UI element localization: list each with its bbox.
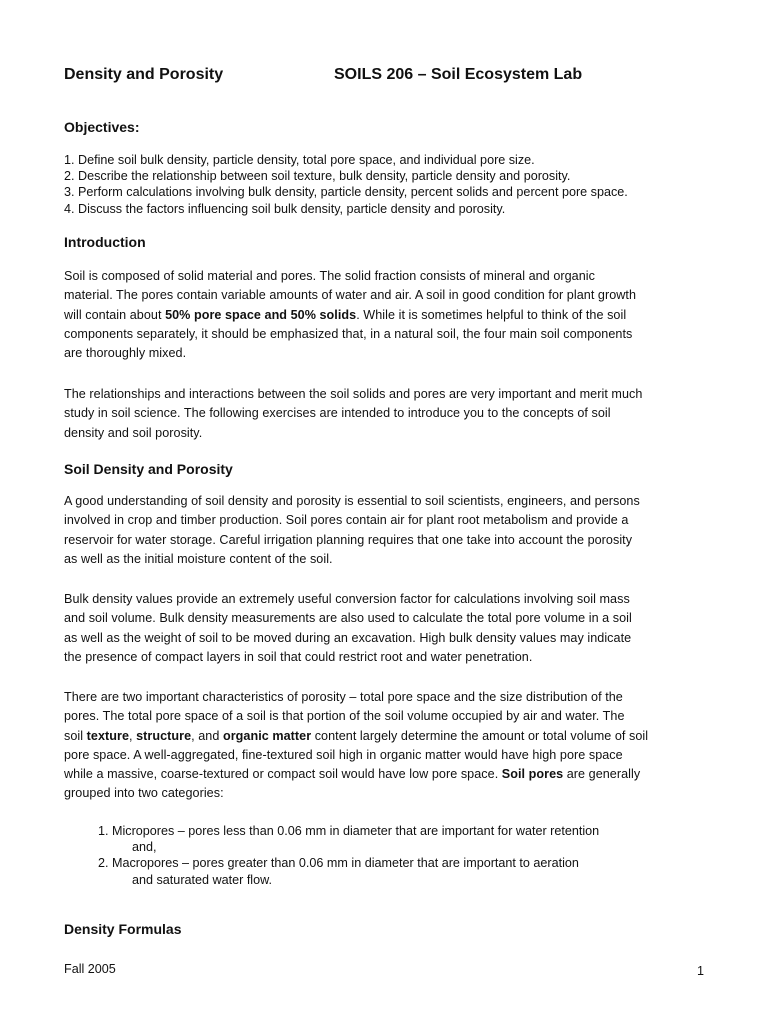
text-line: reservoir for water storage. Careful irrigation planning requires that one take into account the porosity xyxy=(64,532,633,547)
list-item-continuation: and, xyxy=(132,840,157,855)
objective-item: 3. Perform calculations involving bulk density, particle density, percent solids and percent pore space. xyxy=(64,185,628,200)
density-paragraph-3 xyxy=(64,688,648,804)
density-formulas-heading: Density Formulas xyxy=(64,921,182,937)
list-item xyxy=(98,823,599,855)
page-number: 1 xyxy=(697,964,705,978)
text-span: are generally xyxy=(563,767,641,782)
emphasis-structure: structure xyxy=(136,728,192,743)
text-span: . While it is sometimes helpful to think of the soil xyxy=(356,307,627,322)
text-span: will contain about xyxy=(64,307,166,322)
list-item-continuation: and saturated water flow. xyxy=(132,872,273,887)
objective-item: 4. Discuss the factors influencing soil bulk density, particle density and porosity. xyxy=(64,201,506,216)
footer-date: Fall 2005 xyxy=(64,962,116,976)
text-line: as well as the weight of soil to be moved during an excavation. High bulk density values may indicate xyxy=(64,630,632,645)
text-line: Bulk density values provide an extremely useful conversion factor for calculations involving soil mass xyxy=(64,592,630,606)
objective-item: 2. Describe the relationship between soil texture, bulk density, particle density and porosity. xyxy=(64,169,571,184)
text-line: and soil volume. Bulk density measurements are also used to calculate the total pore volume in a soil xyxy=(64,611,632,626)
text-line: The relationships and interactions between the soil solids and pores are very important and merit much xyxy=(64,387,643,401)
text-line: material. The pores contain variable amounts of water and air. A soil in good condition for plant growth xyxy=(64,288,637,303)
text-line: pore space. A well-aggregated, fine-textured soil high in organic matter would have high pore space xyxy=(64,747,623,762)
introduction-paragraph-2 xyxy=(64,385,642,443)
pore-categories-list xyxy=(98,823,599,888)
text-line: There are two important characteristics of porosity – total pore space and the size distribution of the xyxy=(64,690,623,704)
text-span: content largely determine the amount or total volume of soil xyxy=(311,728,649,743)
text-span: , xyxy=(129,728,137,743)
document-title: Density and Porosity xyxy=(64,66,224,83)
emphasis-texture: texture xyxy=(86,728,129,743)
text-line: study in soil science. The following exercises are intended to introduce you to the concepts of soil xyxy=(64,406,611,421)
list-item-text: 2. Macropores – pores greater than 0.06 mm in diameter that are important to aeration xyxy=(98,856,579,871)
text-line: pores. The total pore space of a soil is that portion of the soil volume occupied by air and water. The xyxy=(64,709,625,724)
objectives-list xyxy=(64,152,628,217)
text-line xyxy=(64,727,648,746)
text-line xyxy=(64,306,636,325)
text-line: involved in crop and timber production. Soil pores contain air for plant root metabolism and provide a xyxy=(64,513,629,528)
text-line xyxy=(64,765,648,784)
density-paragraph-1 xyxy=(64,492,640,569)
objective-item: 1. Define soil bulk density, particle density, total pore space, and individual pore size. xyxy=(64,153,535,167)
text-line: components separately, it should be emphasized that, in a natural soil, the four main soil components xyxy=(64,326,633,341)
emphasis-soil-pores: Soil pores xyxy=(501,767,564,782)
text-line: grouped into two categories: xyxy=(64,786,224,801)
text-span: while a massive, coarse-textured or compact soil would have low pore space. xyxy=(64,767,502,782)
objectives-heading: Objectives: xyxy=(64,119,140,135)
introduction-paragraph-1 xyxy=(64,267,636,363)
text-line: A good understanding of soil density and porosity is essential to soil scientists, engineers, and persons xyxy=(64,494,640,508)
text-line: the presence of compact layers in soil that could restrict root and water penetration. xyxy=(64,649,533,664)
course-title: SOILS 206 – Soil Ecosystem Lab xyxy=(334,66,583,83)
text-line: Soil is composed of solid material and pores. The solid fraction consists of mineral and organic xyxy=(64,269,595,283)
emphasis-organic-matter: organic matter xyxy=(222,728,312,743)
emphasis-50-50: 50% pore space and 50% solids xyxy=(165,307,357,322)
text-line: density and soil porosity. xyxy=(64,425,203,440)
list-item xyxy=(98,855,599,887)
soil-density-porosity-heading: Soil Density and Porosity xyxy=(64,461,233,477)
density-paragraph-2 xyxy=(64,590,632,667)
text-line: are thoroughly mixed. xyxy=(64,346,187,361)
introduction-heading: Introduction xyxy=(64,234,146,250)
text-span: soil xyxy=(64,728,87,743)
list-item-text: 1. Micropores – pores less than 0.06 mm in diameter that are important for water retention xyxy=(98,824,600,838)
text-line: as well as the initial moisture content of the soil. xyxy=(64,551,333,566)
text-span: , and xyxy=(191,728,223,743)
